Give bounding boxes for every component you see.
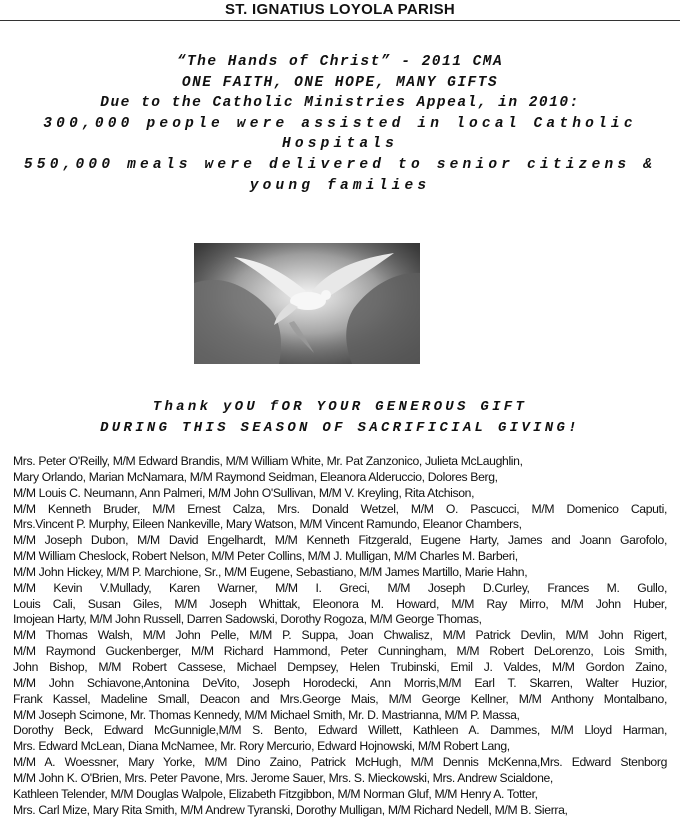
cma-slogan: ONE FAITH, ONE HOPE, MANY GIFTS — [181, 74, 499, 91]
donor-line: Kathleen Telender, M/M Douglas Walpole, Elizabeth Fitzgibbon, M/M Norman Gluf, M/M Henry A. Totter, — [13, 786, 538, 801]
donor-line: M/M A. Woessner, Mary Yorke, M/M Dino Zaino, Patrick McHugh, M/M Dennis McKenna,Mrs. Edward Stenborg — [13, 755, 667, 770]
sacrificial-giving-line: DURING THIS SEASON OF SACRIFICIAL GIVING! — [100, 419, 580, 436]
donor-line: Mary Orlando, Marian McNamara, M/M Raymond Seidman, Eleanora Alderuccio, Dolores Berg, — [13, 469, 498, 484]
donor-line: M/M Joseph Dubon, M/M David Engelhardt, M/M Kenneth Fitzgerald, Eugene Harty, James and Joann Garofolo, — [13, 533, 667, 548]
donor-line: M/M Kenneth Bruder, M/M Ernest Calza, Mrs. Donald Wetzel, M/M O. Pascucci, M/M Domenico Caputi, — [13, 501, 667, 516]
cma-stat-meals: 550,000 meals were delivered to senior citizens & — [23, 156, 657, 173]
dove-icon — [194, 243, 420, 364]
donor-line: John Bishop, M/M Robert Cassese, Michael Dempsey, Helen Trubinski, Emil J. Valdes, M/M Gordon Zaino, — [13, 659, 667, 674]
donor-line: Mrs. Edward McLean, Diana McNamee, Mr. Rory Mercurio, Edward Hojnowski, M/M Robert Lang, — [13, 739, 510, 754]
cma-announcement — [20, 52, 660, 196]
donor-line: M/M Raymond Guckenberger, M/M Richard Hammond, Peter Cunningham, M/M Robert DeLorenzo, Lois Smith, — [13, 644, 667, 659]
donor-line: Frank Kassel, Madeline Small, Deacon and Mrs.George Mais, M/M George Kellner, M/M Anthony Montalbano, — [13, 691, 667, 706]
donor-list — [13, 454, 667, 818]
donor-line: Mrs. Carl Mize, Mary Rita Smith, M/M Andrew Tyranski, Dorothy Mulligan, M/M Richard Nedell, M/M B. Sierra, — [13, 802, 568, 817]
donor-line: Imojean Harty, M/M John Russell, Darren Sadowski, Dorothy Rogoza, M/M George Thomas, — [13, 612, 482, 627]
donor-line: M/M William Cheslock, Robert Nelson, M/M Peter Collins, M/M J. Mulligan, M/M Charles M. Barberi, — [13, 549, 518, 564]
donor-line: M/M Louis C. Neumann, Ann Palmeri, M/M John O'Sullivan, M/M V. Kreyling, Rita Atchison, — [13, 485, 475, 500]
cma-title: “The Hands of Christ” - 2011 CMA — [176, 54, 504, 70]
donor-line: Dorothy Beck, Edward McGunnigle,M/M S. Bento, Edward Willett, Kathleen A. Dammes, M/M Lloyd Harman, — [13, 723, 667, 738]
donor-line: M/M Kevin V.Mullady, Karen Warner, M/M I. Greci, M/M Joseph D.Curley, Frances M. Gullo, — [13, 580, 667, 595]
cma-intro: Due to the Catholic Ministries Appeal, in 2010: — [100, 95, 580, 112]
cma-stat-hospitals-cont: Hospitals — [281, 136, 399, 153]
donor-line: M/M John Hickey, M/M P. Marchione, Sr., M/M Eugene, Sebastiano, M/M James Martillo, Marie Hahn, — [13, 564, 528, 579]
donor-line: Mrs.Vincent P. Murphy, Eileen Nankeville, Mary Watson, M/M Vincent Ramundo, Eleanor Chambers, — [13, 517, 522, 532]
donor-line: M/M Joseph Scimone, Mr. Thomas Kennedy, M/M Michael Smith, Mr. D. Mastrianna, M/M P. Massa, — [13, 707, 520, 722]
thank-you-message — [20, 397, 660, 438]
donor-line: M/M John Schiavone,Antonina DeVito, Joseph Horodecki, Ann Morris,M/M Earl T. Skarren, Walter Huzior, — [13, 675, 667, 690]
donor-line: M/M Thomas Walsh, M/M John Pelle, M/M P. Suppa, Joan Chwalisz, M/M Patrick Devlin, M/M John Rigert, — [13, 628, 667, 643]
donor-line: Louis Cali, Susan Giles, M/M Joseph Whittak, Eleonora M. Howard, M/M Ray Mirro, M/M John Huber, — [13, 596, 667, 611]
dove-hands-photo — [194, 243, 420, 364]
cma-stat-hospitals: 300,000 people were assisted in local Catholic — [43, 115, 637, 132]
thank-you-line: Thank yOU fOR YOUR GENEROUS GIFT — [152, 399, 528, 415]
donor-line: M/M John K. O'Brien, Mrs. Peter Pavone, Mrs. Jerome Sauer, Mrs. S. Mieckowski, Mrs. Andrew Scialdone, — [13, 770, 553, 785]
parish-title: ST. IGNATIUS LOYOLA PARISH — [224, 1, 456, 18]
donor-line: Mrs. Peter O'Reilly, M/M Edward Brandis, M/M William White, Mr. Pat Zanzonico, Julieta McLaughlin, — [13, 454, 523, 468]
cma-stat-meals-cont: young families — [249, 177, 431, 194]
page-header — [0, 0, 680, 21]
